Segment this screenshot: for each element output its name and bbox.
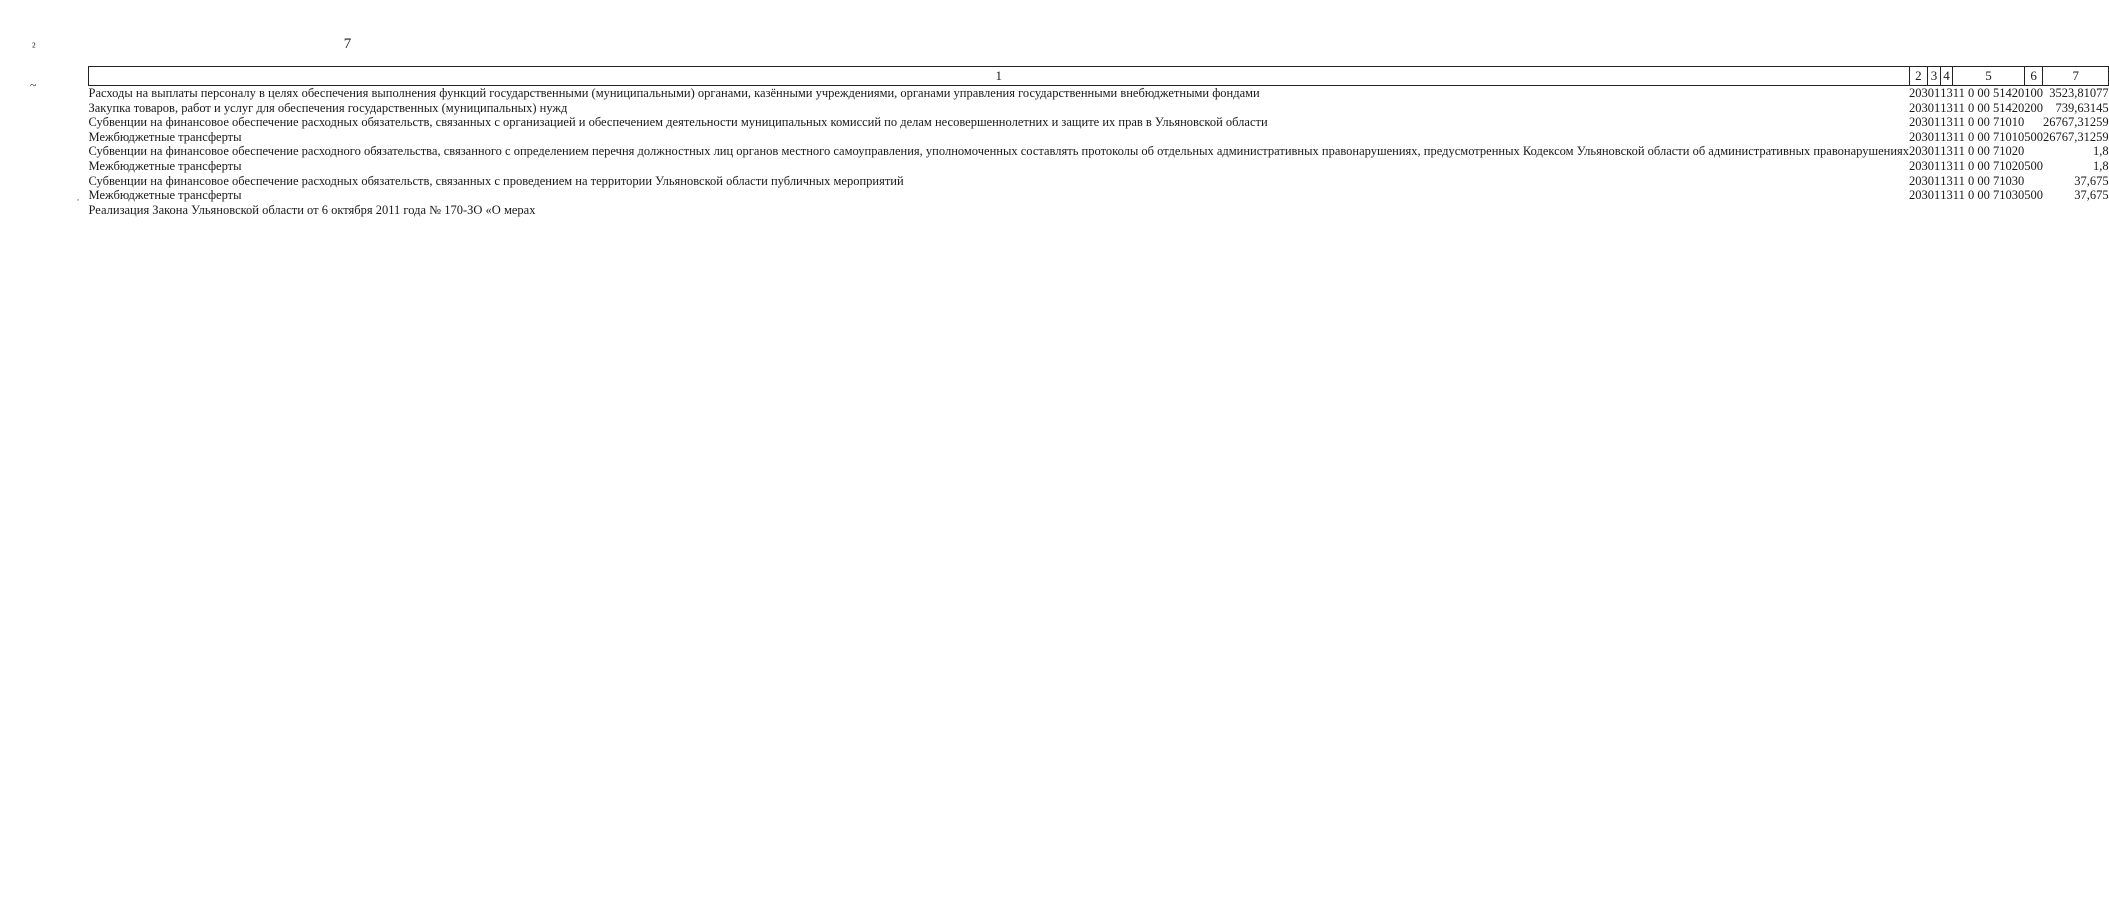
cell-subsection: 13 bbox=[1940, 115, 1953, 130]
row-description: Субвенции на финансовое обеспечение расходных обязательств, связанных с организацией и обеспечением деятельности муниципальных комиссий по делам несовершеннолетних и защите их прав в Ульяновской области bbox=[88, 115, 1268, 130]
cell-subsection: 13 bbox=[1940, 158, 1953, 173]
cell-expense-type bbox=[2024, 174, 2043, 189]
cell-expense-type: 500 bbox=[2024, 129, 2043, 144]
column-header: 3 bbox=[1928, 67, 1941, 86]
cell-expense-type bbox=[2024, 203, 2043, 218]
cell-ministry: 203 bbox=[1909, 115, 1928, 130]
table-row bbox=[89, 101, 2109, 116]
cell-section: 01 bbox=[1927, 158, 1941, 173]
cell-ministry bbox=[1909, 203, 1928, 218]
cell-target-code: 11 0 00 71020 bbox=[1952, 158, 2025, 173]
margin-mark: ˙ bbox=[76, 196, 80, 210]
cell-target-code: 11 0 00 71010 bbox=[1952, 115, 2025, 130]
cell-subsection: 13 bbox=[1940, 86, 1953, 100]
cell-subsection: 13 bbox=[1940, 144, 1953, 159]
margin-mark: ² bbox=[32, 40, 36, 54]
row-description: Субвенции на финансовое обеспечение расходного обязательства, связанного с определением перечня должностных лиц органов местного самоуправления, уполномоченных составлять протоколы об отдельных административных правонарушениях, предусмотренных Кодексом Ульяновской области об административных правонарушениях bbox=[88, 144, 1910, 159]
cell-target-code: 11 0 00 71010 bbox=[1952, 129, 2025, 144]
cell-subsection: 13 bbox=[1940, 129, 1953, 144]
row-description: Расходы на выплаты персоналу в целях обеспечения выполнения функций государственными (муниципальными) органами, казёнными учреждениями, органами управления государственными внебюджетными фондами bbox=[88, 86, 1260, 100]
cell-amount: 26767,31259 bbox=[2042, 129, 2109, 144]
cell-section bbox=[1928, 203, 1941, 218]
cell-subsection: 13 bbox=[1940, 188, 1953, 203]
cell-target-code: 11 0 00 71030 bbox=[1952, 188, 2025, 203]
table-row bbox=[89, 203, 2109, 218]
cell-amount: 26767,31259 bbox=[2042, 115, 2109, 130]
cell-expense-type: 500 bbox=[2024, 188, 2043, 203]
column-header: 7 bbox=[2043, 67, 2109, 86]
row-description: Межбюджетные трансферты bbox=[88, 188, 242, 203]
cell-target-code: 11 0 00 71020 bbox=[1952, 144, 2025, 159]
page-number: 7 bbox=[343, 36, 352, 52]
cell-ministry: 203 bbox=[1909, 173, 1928, 188]
cell-subsection: 13 bbox=[1940, 100, 1953, 115]
cell-section: 01 bbox=[1927, 144, 1941, 159]
cell-amount bbox=[2043, 203, 2109, 218]
cell-expense-type: 500 bbox=[2024, 158, 2043, 173]
cell-amount: 739,63145 bbox=[2055, 100, 2109, 115]
table-row bbox=[89, 144, 2109, 159]
cell-ministry: 203 bbox=[1909, 144, 1928, 159]
table-row bbox=[89, 86, 2109, 101]
cell-amount: 37,675 bbox=[2074, 188, 2109, 203]
row-description: Субвенции на финансовое обеспечение расходных обязательств, связанных с проведением на территории Ульяновской области публичных мероприятий bbox=[88, 173, 904, 188]
cell-subsection bbox=[1940, 203, 1953, 218]
cell-target-code: 11 0 00 51420 bbox=[1952, 86, 2025, 100]
cell-section: 01 bbox=[1927, 188, 1941, 203]
column-header: 6 bbox=[2024, 67, 2043, 86]
table-row bbox=[89, 188, 2109, 203]
cell-section: 01 bbox=[1927, 129, 1941, 144]
cell-expense-type bbox=[2024, 144, 2043, 159]
cell-ministry: 203 bbox=[1909, 86, 1928, 100]
cell-subsection: 13 bbox=[1940, 173, 1953, 188]
column-header: 1 bbox=[89, 67, 1910, 86]
row-description: Межбюджетные трансферты bbox=[88, 158, 242, 173]
cell-amount: 1,8 bbox=[2092, 144, 2109, 159]
cell-amount: 1,8 bbox=[2092, 158, 2109, 173]
cell-target-code: 11 0 00 71030 bbox=[1952, 173, 2025, 188]
row-description: Межбюджетные трансферты bbox=[88, 129, 242, 144]
cell-target-code bbox=[1953, 203, 2024, 218]
cell-ministry: 203 bbox=[1909, 100, 1928, 115]
cell-section: 01 bbox=[1927, 100, 1941, 115]
table-row bbox=[89, 174, 2109, 189]
table-row bbox=[89, 130, 2109, 145]
cell-section: 01 bbox=[1927, 173, 1941, 188]
margin-mark: ~ bbox=[30, 78, 37, 92]
cell-ministry: 203 bbox=[1909, 158, 1928, 173]
cell-ministry: 203 bbox=[1909, 129, 1928, 144]
cell-amount: 37,675 bbox=[2074, 173, 2109, 188]
column-header: 4 bbox=[1940, 67, 1953, 86]
cell-amount: 3523,81077 bbox=[2049, 86, 2109, 100]
cell-expense-type: 100 bbox=[2024, 86, 2043, 100]
table-row bbox=[89, 159, 2109, 174]
table-row bbox=[89, 115, 2109, 130]
row-description: Закупка товаров, работ и услуг для обеспечения государственных (муниципальных) нужд bbox=[88, 100, 568, 115]
cell-ministry: 203 bbox=[1909, 188, 1928, 203]
cell-expense-type bbox=[2024, 115, 2043, 130]
cell-expense-type: 200 bbox=[2024, 100, 2043, 115]
cell-section: 01 bbox=[1927, 86, 1941, 100]
cell-section: 01 bbox=[1927, 115, 1941, 130]
row-description: Реализация Закона Ульяновской области от 6 октября 2011 года № 170-ЗО «О мерах bbox=[88, 202, 536, 217]
budget-table bbox=[88, 66, 2109, 217]
cell-target-code: 11 0 00 51420 bbox=[1952, 100, 2025, 115]
column-header: 5 bbox=[1953, 67, 2024, 86]
column-header: 2 bbox=[1909, 67, 1928, 86]
header-row bbox=[89, 67, 2109, 86]
